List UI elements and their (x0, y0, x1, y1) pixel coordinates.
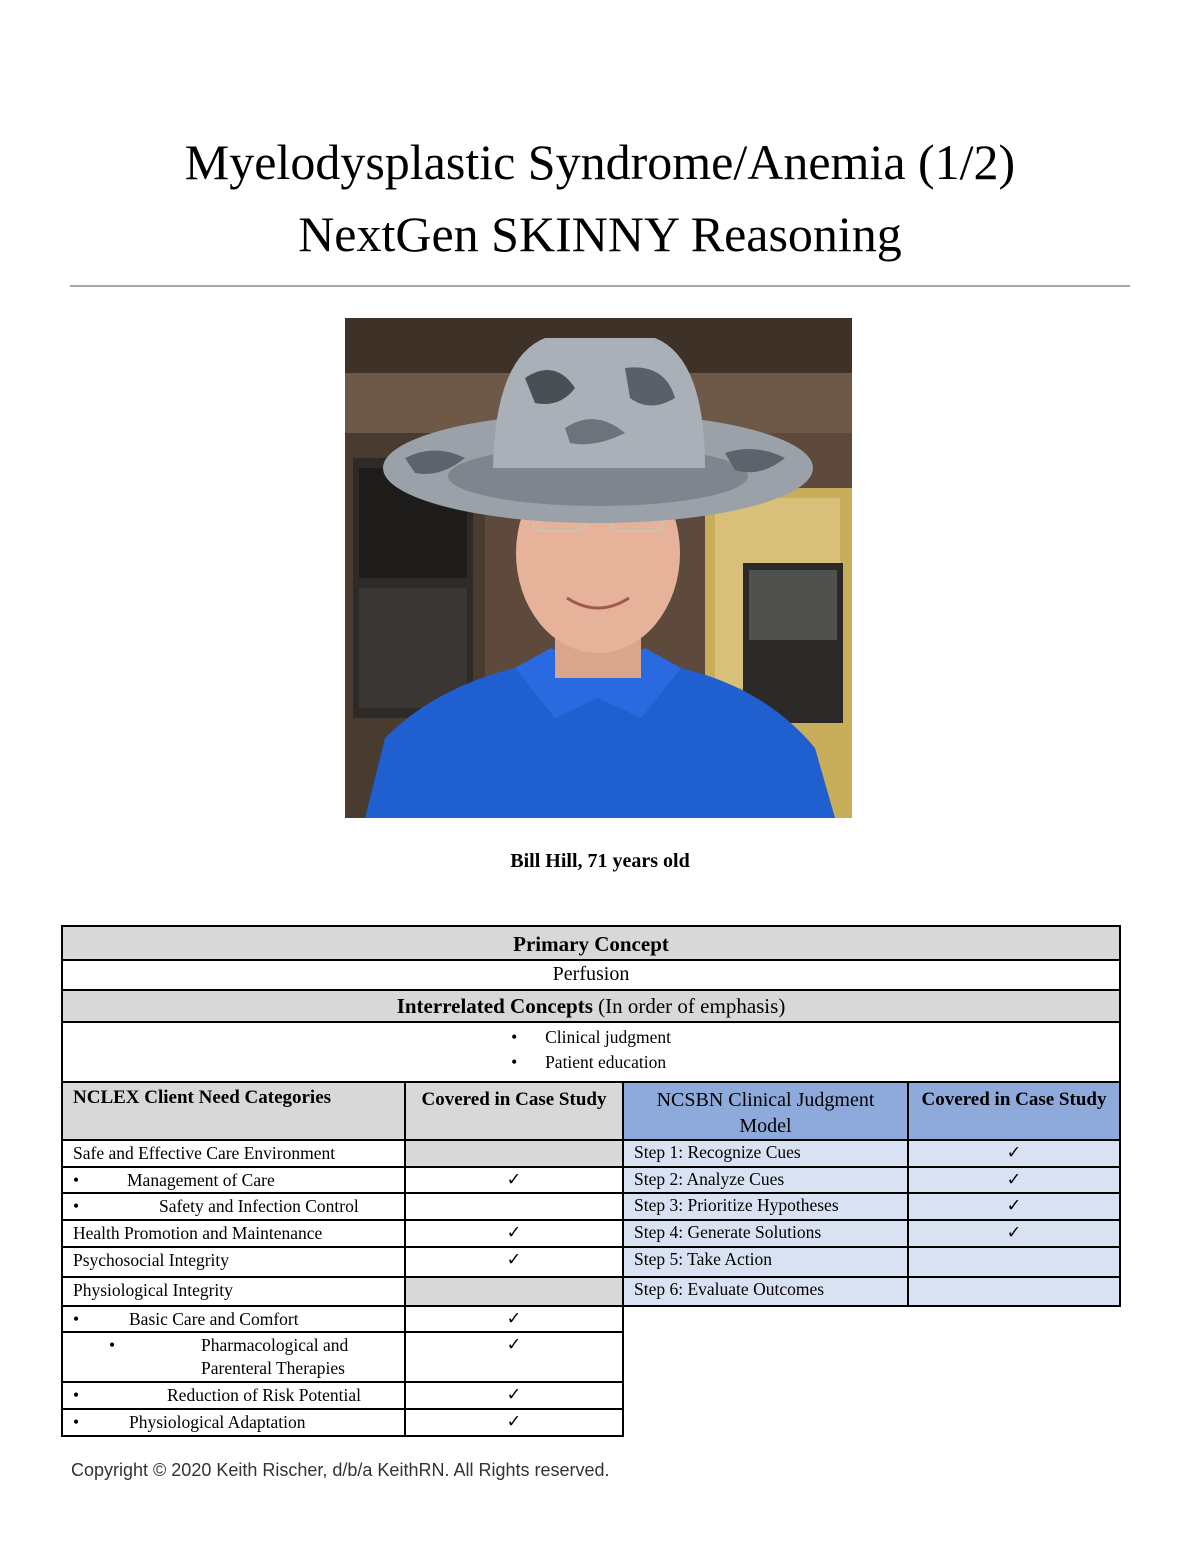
ncsbn-covered-cell: ✓ (908, 1140, 1120, 1167)
table-row (62, 1277, 1120, 1306)
ncsbn-step-cell: Step 1: Recognize Cues (623, 1140, 908, 1167)
nclex-category-cell (62, 1409, 405, 1436)
document-title (0, 126, 1200, 270)
nclex-category-label: Reduction of Risk Potential (167, 1385, 361, 1405)
table-row (62, 1247, 1120, 1277)
nclex-covered-cell (405, 1277, 623, 1306)
nclex-category-cell: Health Promotion and Maintenance (62, 1220, 405, 1247)
bullet-glyph: • (73, 1170, 80, 1190)
ncsbn-covered-cell (908, 1247, 1120, 1277)
nclex-category-cell: Physiological Integrity (62, 1277, 405, 1306)
table-row (62, 1382, 1120, 1409)
primary-concept-header: Primary Concept (62, 926, 1120, 960)
table-row (62, 1193, 1120, 1220)
bullet-glyph: • (73, 1385, 80, 1405)
patient-photo (345, 318, 852, 818)
table-row (62, 1332, 1120, 1382)
title-divider (70, 285, 1130, 287)
nclex-covered-cell (405, 1193, 623, 1220)
empty-cell (623, 1306, 1120, 1332)
nclex-covered-cell: ✓ (405, 1332, 623, 1382)
nclex-category-cell: Safe and Effective Care Environment (62, 1140, 405, 1167)
ncsbn-step-cell: Step 3: Prioritize Hypotheses (623, 1193, 908, 1220)
bullet-glyph: • (73, 1196, 80, 1216)
primary-concept-value: Perfusion (62, 960, 1120, 990)
ncsbn-covered-cell: ✓ (908, 1193, 1120, 1220)
covered-column-header-1: Covered in Case Study (405, 1082, 623, 1140)
table-row (62, 1220, 1120, 1247)
copyright-notice: Copyright © 2020 Keith Rischer, d/b/a KeithRN. All Rights reserved. (71, 1460, 610, 1480)
nclex-covered-cell: ✓ (405, 1247, 623, 1277)
table-row (62, 1140, 1120, 1167)
title-line-1: Myelodysplastic Syndrome/Anemia (1/2) (184, 134, 1016, 190)
title-line-2: NextGen SKINNY Reasoning (298, 206, 902, 262)
nclex-category-label: Basic Care and Comfort (129, 1309, 299, 1329)
ncsbn-step-cell: Step 4: Generate Solutions (623, 1220, 908, 1247)
table-row (62, 1306, 1120, 1332)
nclex-category-cell (62, 1193, 405, 1220)
nclex-category-label: Safety and Infection Control (159, 1196, 359, 1216)
ncsbn-step-cell: Step 2: Analyze Cues (623, 1167, 908, 1193)
interrelated-concepts-list (62, 1022, 1120, 1082)
bullet-glyph: • (73, 1412, 80, 1432)
nclex-category-cell: Psychosocial Integrity (62, 1247, 405, 1277)
empty-cell (623, 1409, 1120, 1436)
interrelated-concepts-header (62, 990, 1120, 1022)
empty-cell (623, 1332, 1120, 1382)
nclex-covered-cell: ✓ (405, 1382, 623, 1409)
nclex-category-cell (62, 1167, 405, 1193)
nclex-covered-cell: ✓ (405, 1220, 623, 1247)
concept-table (61, 925, 1121, 1437)
covered-column-header-2: Covered in Case Study (908, 1082, 1120, 1140)
nclex-category-cell (62, 1306, 405, 1332)
table-row (62, 1167, 1120, 1193)
nclex-column-header: NCLEX Client Need Categories (62, 1082, 405, 1140)
nclex-covered-cell: ✓ (405, 1409, 623, 1436)
nclex-category-label: Physiological Adaptation (129, 1412, 306, 1432)
patient-caption: Bill Hill, 71 years old (510, 850, 690, 872)
empty-cell (623, 1382, 1120, 1409)
ncsbn-covered-cell (908, 1277, 1120, 1306)
ncsbn-step-cell: Step 5: Take Action (623, 1247, 908, 1277)
list-item: • Clinical judgment (511, 1027, 671, 1047)
ncsbn-step-cell: Step 6: Evaluate Outcomes (623, 1277, 908, 1306)
interrelated-header-bold: Interrelated Concepts (396, 994, 593, 1018)
nclex-covered-cell: ✓ (405, 1167, 623, 1193)
bullet-glyph: • (109, 1335, 116, 1355)
interrelated-header-rest: (In order of emphasis) (592, 994, 786, 1018)
nclex-category-label: Management of Care (127, 1170, 275, 1190)
nclex-category-cell (62, 1382, 405, 1409)
ncsbn-covered-cell: ✓ (908, 1167, 1120, 1193)
nclex-category-cell (62, 1332, 405, 1382)
table-body (62, 1140, 1120, 1436)
nclex-covered-cell (405, 1140, 623, 1167)
ncsbn-column-header: NCSBN Clinical Judgment Model (623, 1082, 908, 1140)
nclex-category-label: Pharmacological and Parenteral Therapies (201, 1335, 349, 1378)
nclex-covered-cell: ✓ (405, 1306, 623, 1332)
table-row (62, 1409, 1120, 1436)
ncsbn-covered-cell: ✓ (908, 1220, 1120, 1247)
bullet-glyph: • (73, 1309, 80, 1329)
list-item: • Patient education (511, 1052, 667, 1072)
